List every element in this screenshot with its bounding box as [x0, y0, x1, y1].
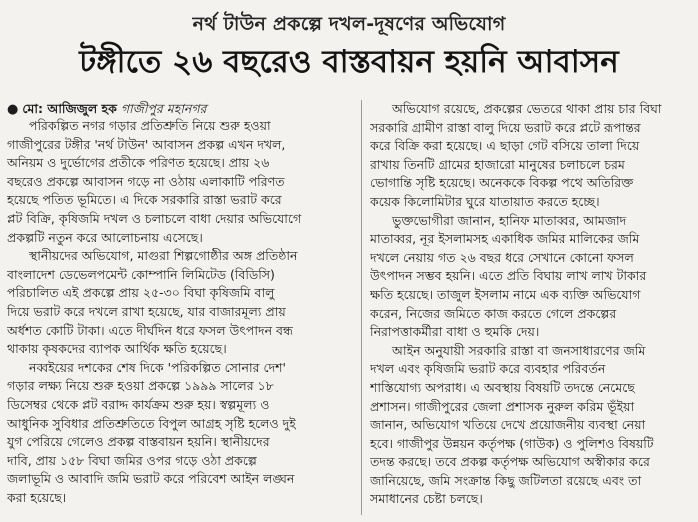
paragraph-line: নব্বইয়ের দশকের শেষ দিকে 'পরিকল্পিত সোনার দেশ'	[29, 359, 286, 375]
paragraph-line: জানান, অভিযোগ খতিয়ে দেখে প্রয়োজনীয় ব্যবস্থা নেয়া	[370, 417, 646, 433]
paragraph-line: উৎপাদন সম্ভব হয়নি। এতে প্রতি বিঘায় লাখ লাখ টাকার	[370, 268, 647, 284]
article-paragraph	[7, 247, 354, 359]
article-paragraph	[7, 117, 354, 247]
paragraph-line: আধুনিক সুবিধার প্রতিশ্রুতিতে বিপুল আগ্রহ সৃষ্টি হলেও দুই	[7, 415, 296, 431]
paragraph-line: সরকারি গ্রামীণ রাস্তা বালু দিয়ে ভরাট করে প্লটে রূপান্তর	[370, 119, 641, 135]
paragraph-line: দিয়ে ভরাট করে দখলে রাখা হয়েছে, যার বাজারমূল্য প্রায়	[7, 303, 286, 319]
paragraph-line: মাতাব্বর, নূর ইসলামসহ একাধিক জমির মালিকের জমি	[370, 231, 640, 247]
paragraph-line: গড়ার লক্ষ্য নিয়ে শুরু হওয়া প্রকল্পে ১৯৯৯ সালের ১৮	[7, 378, 274, 394]
article-column-left	[7, 117, 354, 507]
paragraph-line: অর্ধশত কোটি টাকা। এতে দীর্ঘদিন ধরে ফসল উৎপাদন বন্ধ	[7, 322, 293, 338]
article-column-right	[370, 100, 692, 509]
paragraph-line: রাখায় তিনটি গ্রামের হাজারো মানুষের চলাচলে চরম	[370, 156, 625, 172]
paragraph-line: করেন, নিজের জমিতে কাজ করতে গেলে প্রকল্পের	[370, 305, 617, 321]
paragraph-line: স্থানীয়দের অভিযোগ, মাগুরা শিল্পগোষ্ঠীর অঙ্গ প্রতিষ্ঠান	[29, 248, 298, 264]
paragraph-line: ভুক্তভোগীরা জানান, হানিফ মাতাব্বর, আমজাদ	[392, 212, 627, 228]
paragraph-line: করে বিক্রি করা হয়েছে। এ ছাড়া গেট বসিয়ে তালা দিয়ে	[370, 138, 640, 154]
paragraph-line: বাংলাদেশ ডেভেলপমেন্ট কোম্পানি লিমিটেড (বিডিসি)	[7, 266, 275, 282]
paragraph-line: দখল এবং কৃষিজমি ভরাট করে ব্যবহার পরিবর্তন	[370, 361, 606, 377]
paragraph-line: ভোগান্তি সৃষ্টি হয়েছে। অনেককে বিকল্প পথে অতিরিক্ত	[370, 175, 634, 191]
paragraph-line: ডিসেম্বর থেকে প্লট বরাদ্দ কার্যক্রম শুরু হয়। স্বল্পমূল্য ও	[7, 396, 270, 412]
paragraph-line: সমাধানের চেষ্টা চলছে।	[370, 491, 483, 507]
paragraph-line: প্লট বিক্রি, কৃষিজমি দখল ও চলাচলে বাধা দেয়ার অভিযোগে	[7, 210, 302, 226]
byline-location: গাজীপুর মহানগর	[120, 101, 207, 116]
paragraph-line: ক্ষতি হয়েছে। তাজুল ইসলাম নামে এক ব্যক্তি অভিযোগ	[370, 286, 641, 302]
paragraph-line: দখলে নেয়ায় গত ২৬ বছর ধরে সেখানে কোনো ফসল	[370, 249, 634, 265]
article-paragraph	[370, 342, 692, 509]
paragraph-line: করা হয়েছে।	[7, 489, 67, 505]
article-paragraph	[370, 100, 692, 212]
byline-author: মো: আজিজুল হক	[22, 101, 117, 116]
paragraph-line: শাস্তিযোগ্য অপরাধ। এ অবস্থায় বিষয়টি তদন্তে নেমেছে	[370, 379, 635, 395]
paragraph-line: কয়েক কিলোমিটার ঘুরে যাতায়াত করতে হচ্ছে।	[370, 193, 600, 209]
paragraph-line: গাজীপুরের টঙ্গীর 'নর্থ টাউন' আবাসন প্রকল্প এখন দখল,	[7, 136, 286, 152]
paragraph-line: পরিচালিত এই প্রকল্পে প্রায় ২৫-৩০ বিঘা কৃষিজমি বালু	[7, 285, 275, 301]
article-paragraph	[7, 359, 354, 508]
paragraph-line: দাবি, প্রায় ১৫৮ বিঘা জমির ওপর গড়ে ওঠা প্রকল্পে	[7, 452, 257, 468]
paragraph-line: হয়েছে পতিত ভূমিতে। এ দিকে সরকারি রাস্তা ভরাট করে	[7, 192, 282, 208]
paragraph-line: অভিযোগ রয়েছে, প্রকল্পের ভেতরে থাকা প্রায় চার বিঘা	[392, 101, 662, 116]
paragraph-line: থাকায় কৃষকদের ব্যাপক আর্থিক ক্ষতি হয়েছে।	[7, 341, 227, 357]
paragraph-line: পরিকল্পিত নগর গড়ার প্রতিশ্রুতি নিয়ে শুরু হওয়া	[29, 118, 271, 133]
paragraph-line: জানিয়েছে, জমি সংক্রান্ত কিছু জটিলতা রয়েছে এবং তা	[370, 472, 642, 488]
paragraph-line: প্রশাসন। গাজীপুরের জেলা প্রশাসক নুরুল করিম ভূঁইয়া	[370, 398, 635, 414]
paragraph-line: হবে। গাজীপুর উন্নয়ন কর্তৃপক্ষ (গাউক) ও পুলিশও বিষয়টি	[370, 435, 654, 451]
paragraph-line: জলাভূমি ও আবাদি জমি ভরাট করে পরিবেশ আইন লঙ্ঘন	[7, 471, 295, 487]
paragraph-line: প্রকল্পটি নতুন করে আলোচনায় এসেছে।	[7, 229, 203, 245]
article-paragraph	[370, 212, 692, 342]
article-kicker: নর্থ টাউন প্রকল্পে দখল-দূষণের অভিযোগ	[192, 13, 506, 35]
paragraph-line: তদন্ত করছে। তবে প্রকল্প কর্তৃপক্ষ অভিযোগ অস্বীকার করে	[370, 454, 650, 470]
paragraph-line: যুগ পেরিয়ে গেলেও প্রকল্প বাস্তবায়ন হয়নি। স্থানীয়দের	[7, 434, 270, 450]
paragraph-line: নিরাপত্তাকর্মীরা বাধা ও হুমকি দেয়।	[370, 324, 540, 340]
paragraph-line: অনিয়ম ও দুর্ভোগের প্রতীকে পরিণত হয়েছে। প্রায় ২৬	[7, 155, 270, 171]
byline	[7, 100, 206, 118]
byline-bullet: ●	[7, 102, 19, 117]
paragraph-line: বছরেও প্রকল্পে আবাসন গড়ে না ওঠায় এলাকাটি পরিণত	[7, 173, 285, 189]
article-headline: টঙ্গীতে ২৬ বছরেও বাস্তবায়ন হয়নি আবাসন	[79, 44, 619, 80]
column-divider	[361, 100, 362, 515]
paragraph-line: আইন অনুযায়ী সরকারি রাস্তা বা জনসাধারণের জমি	[392, 342, 646, 358]
